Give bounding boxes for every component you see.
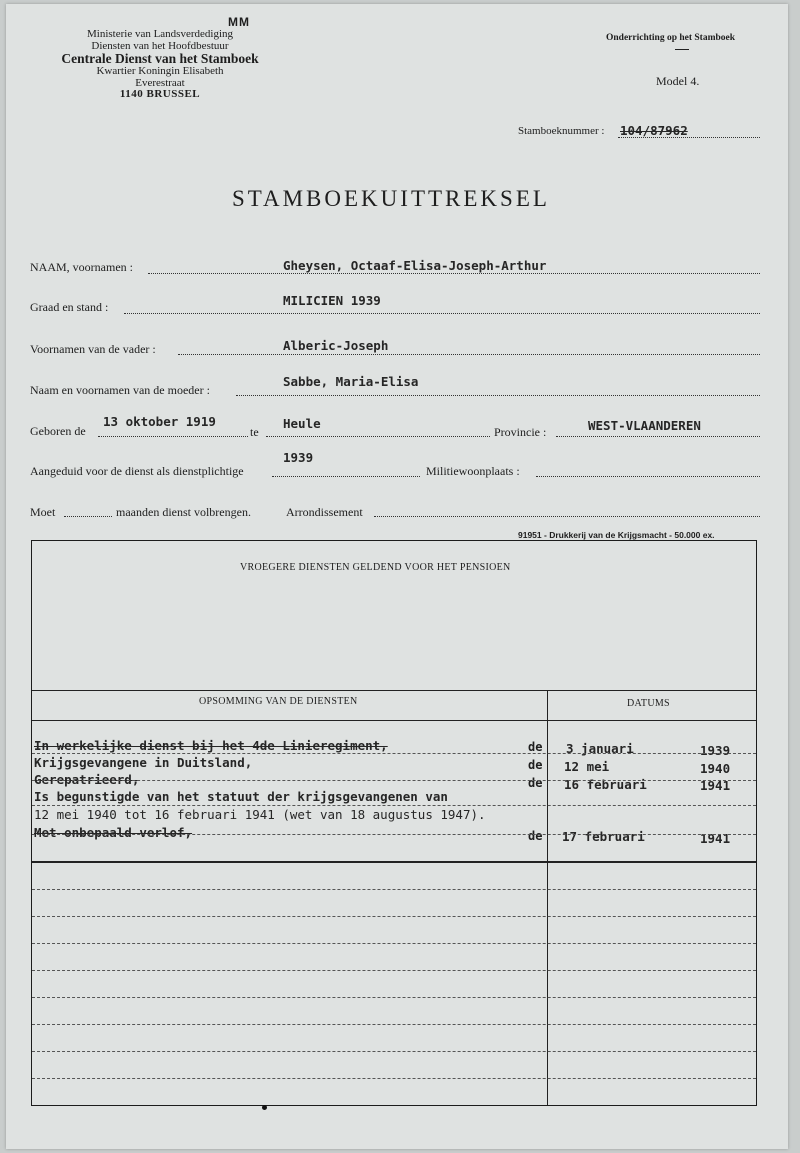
militie-label: Militiewoonplaats : <box>426 464 520 478</box>
aangeduid-label: Aangeduid voor de dienst als dienstplichtige <box>30 464 244 478</box>
rule-6 <box>32 889 756 890</box>
moet-label: Moet <box>30 505 56 519</box>
punch-mark <box>262 1105 267 1110</box>
service-year-1: 1939 <box>700 743 731 758</box>
geboren-value: 13 oktober 1919 <box>103 414 216 429</box>
header-row-top <box>32 690 756 691</box>
service-line-1: In werkelijke dienst bij het 4de Linieregiment, <box>34 738 388 753</box>
service-de-1: de <box>528 740 543 754</box>
geboren-dots <box>98 436 248 437</box>
rule-4 <box>32 834 756 835</box>
moeder-dots <box>236 395 760 396</box>
services-title: VROEGERE DIENSTEN GELDEND VOOR HET PENSIOEN <box>240 562 511 573</box>
service-year-6: 1941 <box>700 831 731 846</box>
model-label: Model 4. <box>656 74 700 88</box>
service-line-6: Met onbepaald verlof, <box>34 825 193 840</box>
instruction-label: Onderrichting op het Stamboek <box>606 33 736 43</box>
rule-5 <box>32 861 756 863</box>
service-day-6: 17 februari <box>562 829 645 844</box>
sender-line-central: Centrale Dienst van het Stamboek <box>61 51 259 66</box>
rule-7 <box>32 916 756 917</box>
moeder-label: Naam en voornamen van de moeder : <box>30 383 210 397</box>
service-day-2: 12 mei <box>564 759 610 774</box>
rule-11 <box>32 1024 756 1025</box>
provincie-label: Provincie : <box>494 425 547 439</box>
graad-dots <box>124 313 760 314</box>
rule-12 <box>32 1051 756 1052</box>
service-line-5: 12 mei 1940 tot 16 februari 1941 (wet van 18 augustus 1947). <box>34 807 486 822</box>
rule-3 <box>32 805 756 806</box>
sender-line-street: Everestraat <box>135 76 185 89</box>
vader-dots <box>178 354 760 355</box>
service-de-2: de <box>528 758 543 772</box>
document-page <box>6 4 788 1149</box>
header-row-bottom <box>32 720 756 721</box>
rule-8 <box>32 943 756 944</box>
te-dots <box>266 436 490 437</box>
te-label: te <box>250 425 259 439</box>
provincie-dots <box>556 436 760 437</box>
militie-dots <box>536 476 760 477</box>
moeder-value: Sabbe, Maria-Elisa <box>283 374 419 389</box>
naam-label: NAAM, voornamen : <box>30 260 133 274</box>
rule-9 <box>32 970 756 971</box>
arrondissement-label: Arrondissement <box>286 505 363 519</box>
rule-2 <box>32 780 756 781</box>
service-de-6: de <box>528 829 543 843</box>
arrondissement-dots <box>374 516 760 517</box>
stamboek-number: 104/87962 <box>620 123 688 138</box>
col-services-header: OPSOMMING VAN DE DIENSTEN <box>199 696 358 707</box>
service-day-1: 3 januari <box>566 741 634 756</box>
sender-line-city: 1140 BRUSSEL <box>119 88 201 100</box>
rule-10 <box>32 997 756 998</box>
vader-value: Alberic-Joseph <box>283 338 389 353</box>
sender-line-services: Diensten van het Hoofdbestuur <box>91 39 229 52</box>
sender-address <box>40 29 280 101</box>
naam-value: Gheysen, Octaaf-Elisa-Joseph-Arthur <box>283 258 547 273</box>
sender-line-ministry: Ministerie van Landsverdediging <box>86 28 234 40</box>
naam-dots <box>148 273 760 274</box>
services-box <box>31 540 757 1106</box>
service-de-3: de <box>528 776 543 790</box>
service-year-3: 1941 <box>700 778 731 793</box>
document-title: STAMBOEKUITTREKSEL <box>232 186 550 211</box>
col-dates-header: DATUMS <box>627 698 670 709</box>
provincie-value: WEST-VLAANDEREN <box>588 418 701 433</box>
aangeduid-dots <box>272 476 420 477</box>
service-year-2: 1940 <box>700 761 731 776</box>
aangeduid-value: 1939 <box>283 450 314 465</box>
graad-value: MILICIEN 1939 <box>283 293 381 308</box>
geboren-label: Geboren de <box>30 424 86 438</box>
stamboek-label: Stamboeknummer : <box>518 125 605 137</box>
moet-dots <box>64 516 112 517</box>
service-line-4: Is begunstigde van het statuut der krijgsgevangenen van <box>34 789 448 804</box>
rule-13 <box>32 1078 756 1079</box>
sender-line-quarter: Kwartier Koningin Elisabeth <box>96 65 224 77</box>
service-line-2: Krijgsgevangene in Duitsland, <box>34 755 253 770</box>
maanden-label: maanden dienst volbrengen. <box>116 505 251 519</box>
printer-note: 91951 - Drukkerij van de Krijgsmacht - 50.000 ex. <box>518 530 715 540</box>
service-line-3: Gerepatrieerd, <box>34 772 140 787</box>
instruction-underline <box>675 49 689 50</box>
graad-label: Graad en stand : <box>30 300 109 314</box>
service-day-3: 16 februari <box>564 777 647 792</box>
rule-1 <box>32 753 756 754</box>
te-value: Heule <box>283 416 321 431</box>
vader-label: Voornamen van de vader : <box>30 342 156 356</box>
initials-mark: MM <box>228 15 250 29</box>
